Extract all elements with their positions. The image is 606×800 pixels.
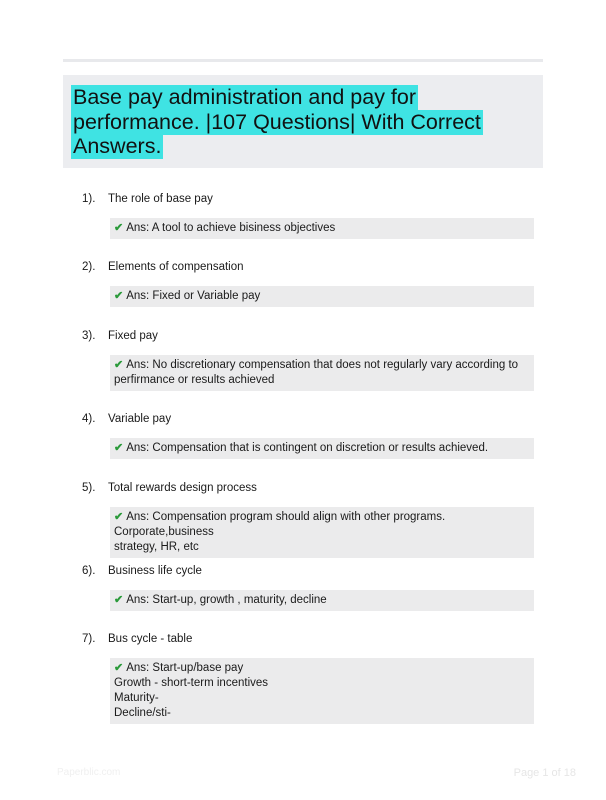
- question-number: 6).: [82, 565, 96, 577]
- answer-box: [110, 507, 534, 558]
- check-icon: ✔: [114, 662, 124, 674]
- answer-box: [110, 355, 534, 391]
- answer-text: Ans: Start-up/base pay: [126, 662, 244, 674]
- title-line-2: performance. |107 Questions| With Correct: [73, 109, 481, 134]
- question-number: 1).: [82, 193, 96, 205]
- answer-text: Ans: Compensation that is contingent on discretion or results achieved.: [126, 442, 489, 454]
- answer-text: Decline/sti-: [114, 707, 171, 719]
- answer-text: Ans: Start-up, growth , maturity, decline: [126, 594, 327, 606]
- answer-text: Ans: No discretionary compensation that does not regularly vary according to: [126, 359, 519, 371]
- question-number: 7).: [82, 633, 96, 645]
- check-icon: ✔: [114, 222, 124, 234]
- page-indicator: Page 1 of 18: [513, 767, 576, 779]
- question-text: Total rewards design process: [108, 482, 257, 494]
- answer-text: Growth - short-term incentives: [114, 677, 269, 689]
- question-text: Business life cycle: [108, 565, 202, 577]
- check-icon: ✔: [114, 290, 124, 302]
- question-text: Bus cycle - table: [108, 633, 193, 645]
- answer-text: Ans: A tool to achieve bisiness objectives: [126, 222, 336, 234]
- question-text: Elements of compensation: [108, 261, 244, 273]
- title-box: [63, 75, 543, 168]
- check-icon: ✔: [114, 442, 124, 454]
- check-icon: ✔: [114, 594, 124, 606]
- answer-text: Ans: Fixed or Variable pay: [126, 290, 261, 302]
- title-line-3: Answers.: [73, 134, 162, 158]
- title-line-1: Base pay administration and pay for: [73, 85, 417, 109]
- question-number: 3).: [82, 330, 96, 342]
- answer-box: [110, 218, 534, 239]
- question-number: 2).: [82, 261, 96, 273]
- answer-box: [110, 658, 534, 724]
- answer-box: [110, 438, 534, 459]
- answer-text: Maturity-: [114, 692, 159, 704]
- document-title: [71, 85, 511, 159]
- question-text: The role of base pay: [108, 193, 213, 205]
- answer-text: perfirmance or results achieved: [114, 374, 275, 386]
- answer-box: [110, 286, 534, 307]
- answer-text: Ans: Compensation program should align with other programs. Corporate,business: [114, 511, 446, 538]
- question-number: 4).: [82, 413, 96, 425]
- answer-box: [110, 590, 534, 611]
- check-icon: ✔: [114, 511, 124, 523]
- footer-watermark: Paperblic.com: [57, 767, 121, 778]
- top-divider: [63, 59, 543, 62]
- check-icon: ✔: [114, 359, 124, 371]
- question-number: 5).: [82, 482, 96, 494]
- question-text: Variable pay: [108, 413, 172, 425]
- question-text: Fixed pay: [108, 330, 158, 342]
- answer-text: strategy, HR, etc: [114, 541, 199, 553]
